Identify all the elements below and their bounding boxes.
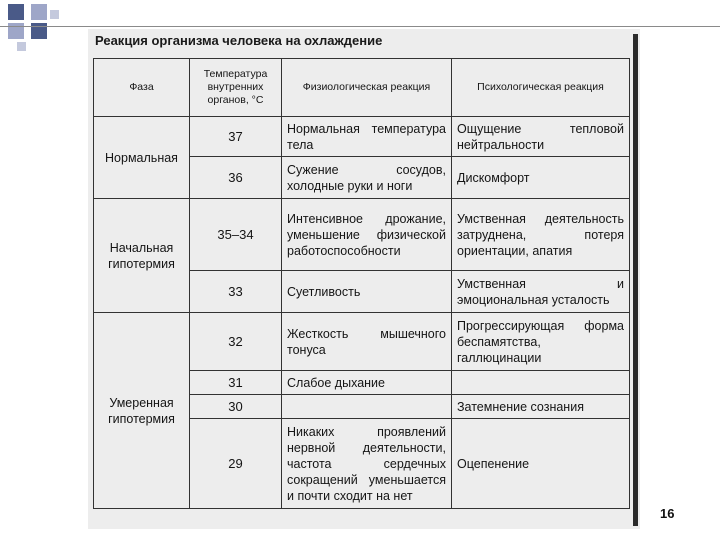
decor-square [31, 4, 47, 20]
psychological-cell: Прогрессирующая форма беспамятства, галлюцинации [452, 313, 630, 371]
phase-normal: Нормальная [94, 117, 190, 199]
cooling-reaction-table [93, 58, 630, 509]
temp-cell: 29 [190, 419, 282, 509]
table-header-row [94, 59, 630, 117]
temp-cell: 36 [190, 157, 282, 199]
slide-top-rule [0, 26, 720, 27]
physiological-cell: Интенсивное дрожание, уменьшение физической работоспособности [282, 199, 452, 271]
table-row [94, 199, 630, 271]
psychological-cell: Оцепенение [452, 419, 630, 509]
psychological-cell: Умственная деятельность затруднена, потеря ориентации, апатия [452, 199, 630, 271]
temp-cell: 32 [190, 313, 282, 371]
psychological-cell: Дискомфорт [452, 157, 630, 199]
temp-cell: 37 [190, 117, 282, 157]
physiological-cell: Нормальная температура тела [282, 117, 452, 157]
physiological-cell: Жесткость мышечного тонуса [282, 313, 452, 371]
temp-cell: 31 [190, 371, 282, 395]
psychological-cell: Умственная и эмоциональная усталость [452, 271, 630, 313]
document-title: Реакция организма человека на охлаждение [95, 33, 383, 48]
phase-initial-hypothermia: Начальная гипотермия [94, 199, 190, 313]
physiological-cell: Суетливость [282, 271, 452, 313]
physiological-cell: Слабое дыхание [282, 371, 452, 395]
header-psychological: Психологическая реакция [452, 59, 630, 117]
decor-square [8, 4, 24, 20]
table-row [94, 117, 630, 157]
physiological-cell: Никаких проявлений нервной деятельности, частота сердечных сокращений уменьшается и почти сходит на нет [282, 419, 452, 509]
temp-cell: 30 [190, 395, 282, 419]
psychological-cell [452, 371, 630, 395]
psychological-cell: Затемнение сознания [452, 395, 630, 419]
header-temperature: Температура внутренних органов, °С [190, 59, 282, 117]
header-physiological: Физиологическая реакция [282, 59, 452, 117]
header-phase: Фаза [94, 59, 190, 117]
physiological-cell [282, 395, 452, 419]
table-row [94, 313, 630, 371]
temp-cell: 33 [190, 271, 282, 313]
psychological-cell: Ощущение тепловой нейтральности [452, 117, 630, 157]
decor-square [50, 10, 59, 19]
page-number: 16 [660, 506, 675, 521]
temp-cell: 35–34 [190, 199, 282, 271]
scan-page-edge [633, 34, 638, 526]
decor-square [17, 42, 26, 51]
physiological-cell: Сужение сосудов, холодные руки и ноги [282, 157, 452, 199]
phase-moderate-hypothermia: Умеренная гипотермия [94, 313, 190, 509]
